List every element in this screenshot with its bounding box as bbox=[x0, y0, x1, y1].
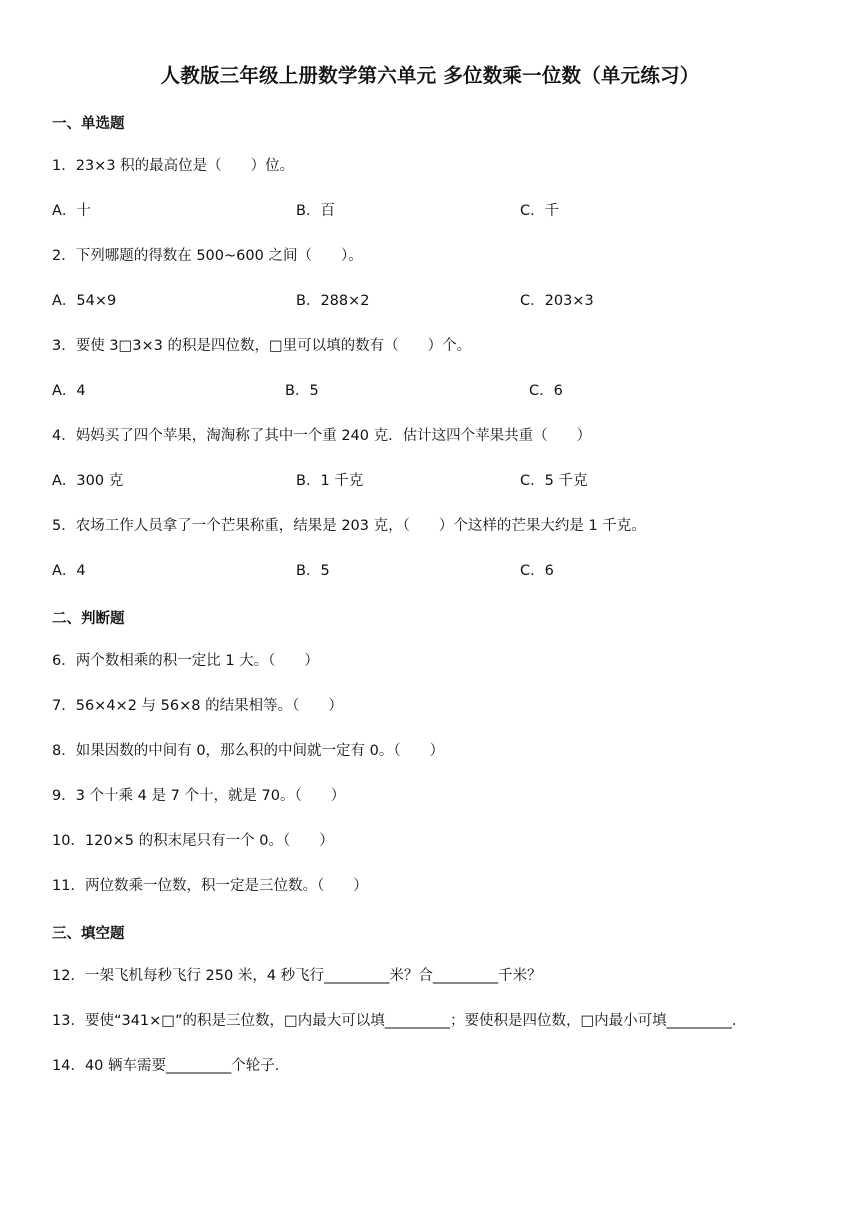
question-6: 6．两个数相乘的积一定比 1 大。（ ） bbox=[52, 653, 319, 669]
option-3b: B．5 bbox=[285, 383, 319, 399]
option-1c: C．千 bbox=[520, 203, 560, 219]
option-5c: C．6 bbox=[520, 563, 554, 579]
section-heading-true-false: 二、判断题 bbox=[52, 611, 125, 627]
page-title: 人教版三年级上册数学第六单元 多位数乘一位数（单元练习） bbox=[160, 64, 700, 87]
question-11: 11．两位数乘一位数，积一定是三位数。（ ） bbox=[52, 878, 368, 894]
question-13: 13．要使“341×□”的积是三位数，□内最大可以填_________；要使积是四位数，□内最小可填_________． bbox=[52, 1013, 747, 1029]
option-1a: A．十 bbox=[52, 203, 91, 219]
question-10: 10．120×5 的积末尾只有一个 0。（ ） bbox=[52, 833, 334, 849]
option-1b: B．百 bbox=[296, 203, 335, 219]
option-5a: A．4 bbox=[52, 563, 86, 579]
question-5: 5．农场工作人员拿了一个芒果称重，结果是 203 克，（ ）个这样的芒果大约是 1 千克。 bbox=[52, 518, 646, 534]
question-8: 8．如果因数的中间有 0，那么积的中间就一定有 0。（ ） bbox=[52, 743, 445, 759]
option-2c: C．203×3 bbox=[520, 293, 594, 309]
section-heading-fill-in: 三、填空题 bbox=[52, 926, 125, 942]
option-4a: A．300 克 bbox=[52, 473, 124, 489]
option-4c: C．5 千克 bbox=[520, 473, 588, 489]
question-3: 3．要使 3□3×3 的积是四位数，□里可以填的数有（ ）个。 bbox=[52, 338, 472, 354]
option-2a: A．54×9 bbox=[52, 293, 117, 309]
option-5b: B．5 bbox=[296, 563, 330, 579]
question-12: 12．一架飞机每秒飞行 250 米，4 秒飞行_________米？合_________千米？ bbox=[52, 968, 542, 984]
question-7: 7．56×4×2 与 56×8 的结果相等。（ ） bbox=[52, 698, 343, 714]
question-14: 14．40 辆车需要_________个轮子． bbox=[52, 1058, 290, 1074]
option-3a: A．4 bbox=[52, 383, 86, 399]
question-4: 4．妈妈买了四个苹果，淘淘称了其中一个重 240 克．估计这四个苹果共重（ ） bbox=[52, 428, 592, 444]
option-2b: B．288×2 bbox=[296, 293, 370, 309]
question-9: 9．3 个十乘 4 是 7 个十，就是 70。（ ） bbox=[52, 788, 346, 804]
option-3c: C．6 bbox=[529, 383, 563, 399]
question-2: 2．下列哪题的得数在 500~600 之间（ ）。 bbox=[52, 248, 363, 264]
section-heading-single-choice: 一、单选题 bbox=[52, 116, 125, 132]
option-4b: B．1 千克 bbox=[296, 473, 364, 489]
question-1: 1．23×3 积的最高位是（ ）位。 bbox=[52, 158, 295, 174]
